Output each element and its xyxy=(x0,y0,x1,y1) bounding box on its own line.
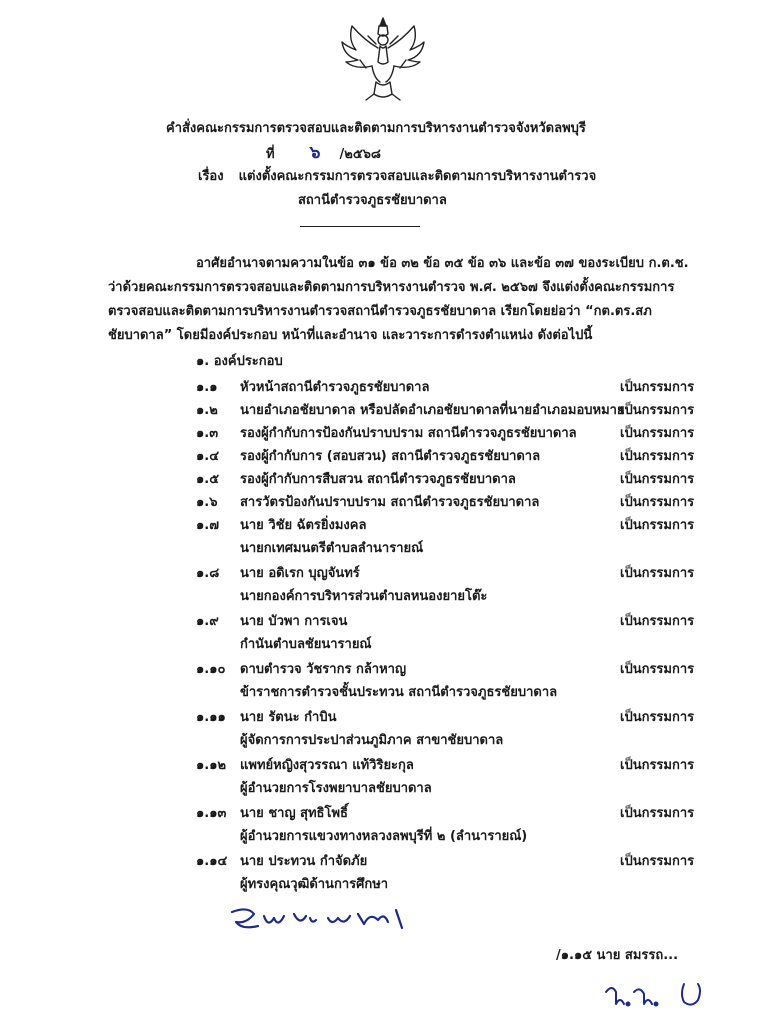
member-role: เป็นกรรมการ xyxy=(620,614,695,629)
member-number: ๑.๒ xyxy=(196,403,218,418)
member-item xyxy=(0,491,768,514)
header-divider xyxy=(300,226,420,227)
body-line-1: อาศัยอำนาจตามความในข้อ ๓๑ ข้อ ๓๒ ข้อ ๓๕ ข้อ ๓๖ และข้อ ๓๗ ของระเบียบ ก.ต.ช. xyxy=(196,256,689,271)
member-number: ๑.๗ xyxy=(196,518,219,533)
member-item xyxy=(0,422,768,445)
number-year: /๒๕๖๘ xyxy=(339,147,381,162)
member-name: นาย รัตนะ กำบิน xyxy=(240,710,337,725)
handwritten-initials xyxy=(604,978,724,1012)
member-position: นายกองค์การบริหารส่วนตำบลหนองยายโต๊ะ xyxy=(240,589,488,604)
member-name: นาย วิชัย ฉัตรยิ่งมงคล xyxy=(240,518,367,533)
member-name: นาย ประทวน กำจัดภัย xyxy=(240,854,368,869)
member-role: เป็นกรรมการ xyxy=(620,403,695,418)
member-item xyxy=(0,850,768,898)
member-row xyxy=(0,754,768,777)
order-title: คำสั่งคณะกรรมการตรวจสอบและติดตามการบริหารงานตำรวจจังหวัดลพบุรี xyxy=(166,121,586,136)
member-row xyxy=(0,658,768,681)
signature xyxy=(228,902,428,938)
member-position-row xyxy=(0,777,768,802)
member-position-row xyxy=(0,873,768,898)
member-position: ผู้จัดการการประปาส่วนภูมิภาค สาขาชัยบาดาล xyxy=(240,733,504,748)
member-position-row xyxy=(0,825,768,850)
member-position: ผู้อำนวยการโรงพยาบาลชัยบาดาล xyxy=(240,781,432,796)
body-line-2: ว่าด้วยคณะกรรมการตรวจสอบและติดตามการบริหารงานตำรวจ พ.ศ. ๒๕๖๗ จึงแต่งตั้งคณะกรรมการ xyxy=(108,280,675,295)
member-number: ๑.๖ xyxy=(196,495,218,510)
member-row xyxy=(0,445,768,468)
member-role: เป็นกรรมการ xyxy=(620,710,695,725)
member-list xyxy=(0,376,768,898)
member-number: ๑.๔ xyxy=(196,449,220,464)
member-name: นาย ชาญ สุทธิโพธิ์ xyxy=(240,806,348,821)
member-role: เป็นกรรมการ xyxy=(620,806,695,821)
member-position-row xyxy=(0,729,768,754)
number-label: ที่ xyxy=(266,147,275,162)
member-number: ๑.๑๒ xyxy=(196,758,227,773)
member-position-row xyxy=(0,585,768,610)
member-item xyxy=(0,802,768,850)
subject-line-2: สถานีตำรวจภูธรชัยบาดาล xyxy=(298,193,447,208)
member-number: ๑.๑ xyxy=(196,380,218,395)
member-number: ๑.๑๔ xyxy=(196,854,228,869)
member-position-row xyxy=(0,633,768,658)
member-name: หัวหน้าสถานีตำรวจภูธรชัยบาดาล xyxy=(240,380,430,395)
member-number: ๑.๑๐ xyxy=(196,662,226,677)
continuation-note: /๑.๑๕ นาย สมรรถ... xyxy=(556,948,679,963)
member-position: ผู้ทรงคุณวุฒิด้านการศึกษา xyxy=(240,877,389,892)
member-item xyxy=(0,706,768,754)
member-name: รองผู้กำกับการป้องกันปราบปราม สถานีตำรวจภูธรชัยบาดาล xyxy=(240,426,577,441)
member-item xyxy=(0,376,768,399)
member-number: ๑.๑๓ xyxy=(196,806,227,821)
body-line-4: ชัยบาดาล” โดยมีองค์ประกอบ หน้าที่และอำนาจ และวาระการดำรงตำแหน่ง ดังต่อไปนี้ xyxy=(108,328,593,343)
member-item xyxy=(0,399,768,422)
body-line-3: ตรวจสอบและติดตามการบริหารงานตำรวจสถานีตำรวจภูธรชัยบาดาล เรียกโดยย่อว่า “กต.ตร.สภ xyxy=(108,304,652,319)
member-number: ๑.๑๑ xyxy=(196,710,226,725)
member-role: เป็นกรรมการ xyxy=(620,758,695,773)
member-position: ข้าราชการตำรวจชั้นประทวน สถานีตำรวจภูธรชัยบาดาล xyxy=(240,685,558,700)
member-role: เป็นกรรมการ xyxy=(620,472,695,487)
member-role: เป็นกรรมการ xyxy=(620,426,695,441)
member-role: เป็นกรรมการ xyxy=(620,380,695,395)
member-role: เป็นกรรมการ xyxy=(620,566,695,581)
member-number: ๑.๕ xyxy=(196,472,220,487)
member-position: กำนันตำบลชัยนารายณ์ xyxy=(240,637,372,652)
member-role: เป็นกรรมการ xyxy=(620,449,695,464)
order-number-row xyxy=(266,144,381,164)
member-row xyxy=(0,491,768,514)
member-number: ๑.๙ xyxy=(196,614,219,629)
subject-label: เรื่อง xyxy=(198,169,224,184)
member-position: ผู้อำนวยการแขวงทางหลวงลพบุรีที่ ๒ (ลำนารายณ์) xyxy=(240,829,528,844)
member-row xyxy=(0,468,768,491)
member-name: นาย บัวพา การเจน xyxy=(240,614,348,629)
member-item xyxy=(0,754,768,802)
member-name: แพทย์หญิงสุวรรณา แท้วิริยะกุล xyxy=(240,758,414,773)
member-name: นาย อดิเรก บุญจันทร์ xyxy=(240,566,360,581)
section-title: ๑. องค์ประกอบ xyxy=(196,354,283,369)
member-item xyxy=(0,658,768,706)
member-row xyxy=(0,706,768,729)
member-row xyxy=(0,562,768,585)
member-role: เป็นกรรมการ xyxy=(620,518,695,533)
member-number: ๑.๘ xyxy=(196,566,220,581)
member-row xyxy=(0,850,768,873)
member-name: นายอำเภอชัยบาดาล หรือปลัดอำเภอชัยบาดาลที่นายอำเภอมอบหมาย xyxy=(240,403,625,418)
member-number: ๑.๓ xyxy=(196,426,219,441)
member-item xyxy=(0,562,768,610)
member-item xyxy=(0,445,768,468)
member-row xyxy=(0,399,768,422)
subject-line-1: แต่งตั้งคณะกรรมการตรวจสอบและติดตามการบริหารงานตำรวจ xyxy=(238,169,597,184)
member-name: รองผู้กำกับการสืบสวน สถานีตำรวจภูธรชัยบาดาล xyxy=(240,472,516,487)
member-row xyxy=(0,610,768,633)
member-row xyxy=(0,422,768,445)
member-item xyxy=(0,468,768,491)
member-role: เป็นกรรมการ xyxy=(620,495,695,510)
member-item xyxy=(0,610,768,658)
member-position: นายกเทศมนตรีตำบลลำนารายณ์ xyxy=(240,541,424,556)
member-role: เป็นกรรมการ xyxy=(620,662,695,677)
member-position-row xyxy=(0,681,768,706)
member-role: เป็นกรรมการ xyxy=(620,854,695,869)
subject-row xyxy=(198,168,596,186)
member-row xyxy=(0,514,768,537)
member-name: ดาบตำรวจ วัชรากร กล้าหาญ xyxy=(240,662,407,677)
member-row xyxy=(0,376,768,399)
number-value: ๖ xyxy=(309,143,321,163)
member-name: สารวัตรป้องกันปราบปราม สถานีตำรวจภูธรชัยบาดาล xyxy=(240,495,540,510)
garuda-emblem xyxy=(336,16,430,102)
member-item xyxy=(0,514,768,562)
member-position-row xyxy=(0,537,768,562)
member-row xyxy=(0,802,768,825)
member-name: รองผู้กำกับการ (สอบสวน) สถานีตำรวจภูธรชัยบาดาล xyxy=(240,449,541,464)
